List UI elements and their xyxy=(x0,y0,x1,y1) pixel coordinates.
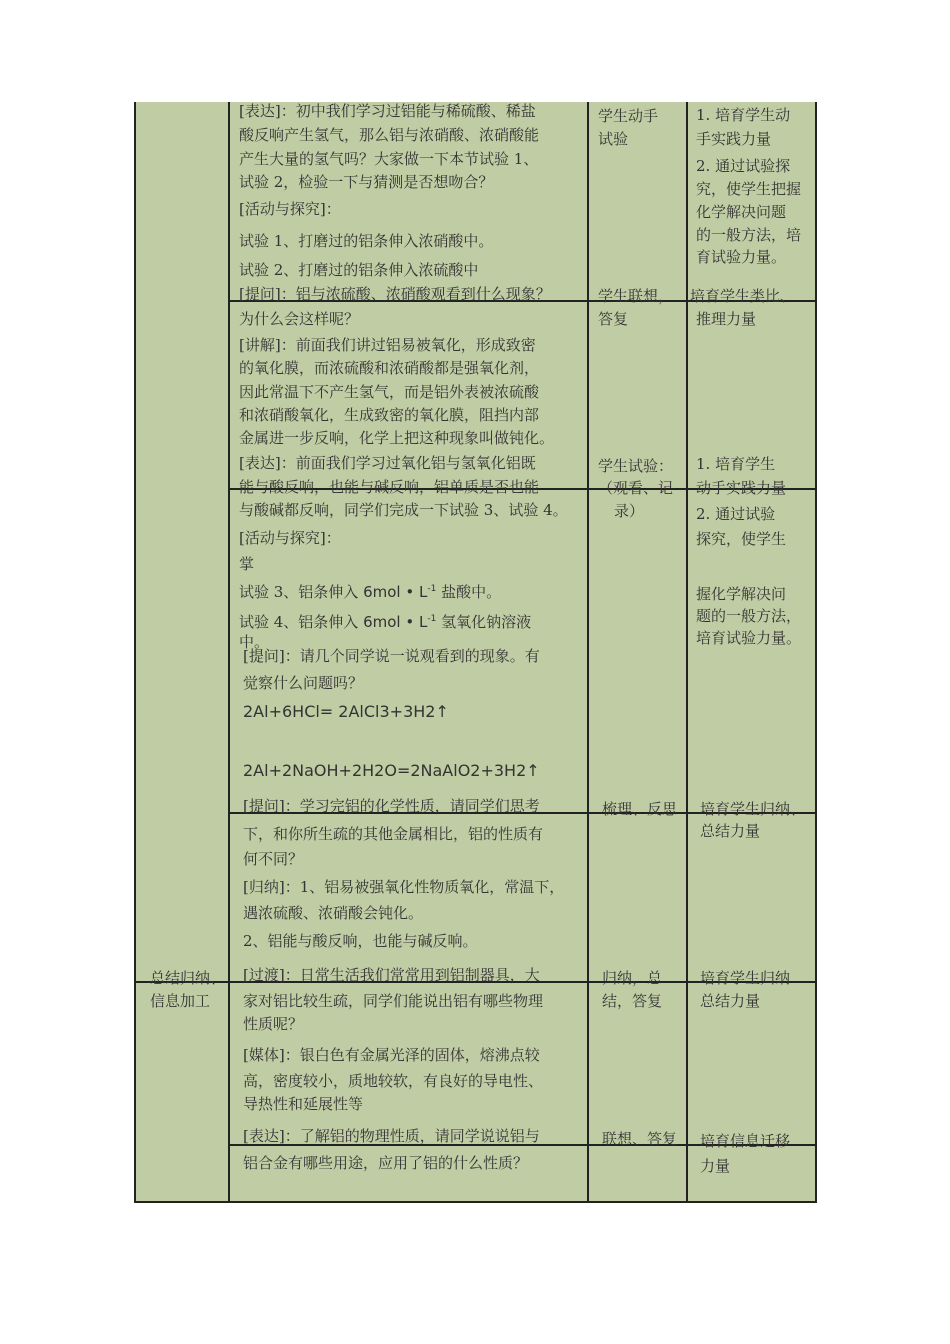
design-intent-line: 题的一般方法， xyxy=(696,607,802,625)
content-line: 2、铝能与酸反响，也能与碱反响。 xyxy=(243,932,478,950)
column-divider-1 xyxy=(228,102,230,1203)
student-activity-line: 归纳，总 xyxy=(602,969,663,987)
table-border-right xyxy=(815,102,817,1203)
content-line: 试验 1、打磨过的铝条伸入浓硝酸中。 xyxy=(239,232,494,250)
design-intent-line: 2. 通过试验 xyxy=(696,505,776,523)
content-line: 和浓硝酸氧化，生成致密的氧化膜，阻挡内部 xyxy=(239,406,540,424)
design-intent-line: 1. 培育学生动 xyxy=(696,106,791,124)
content-line: 试验 2，检验一下与猜测是否想吻合？ xyxy=(239,173,494,191)
design-intent-line: 究，使学生把握 xyxy=(696,180,802,198)
table-border-left xyxy=(134,102,136,1203)
student-activity-line: 答复 xyxy=(598,310,629,328)
content-line: [提问]：铝与浓硫酸、浓硝酸观看到什么现象？ xyxy=(239,285,551,303)
content-line: 因此常温下不产生氢气，而是铝外表被浓硫酸 xyxy=(239,383,540,401)
content-line: 试验 2、打磨过的铝条伸入浓硫酸中 xyxy=(239,261,479,279)
content-line: 觉察什么问题吗？ xyxy=(243,674,364,692)
student-activity-line: 学生联想， xyxy=(598,287,674,305)
design-intent-line: 培育信息迁移 xyxy=(700,1132,791,1150)
content-line: [提问]：请几个同学说一说观看到的现象。有 xyxy=(243,647,540,665)
content-line: 性质呢？ xyxy=(243,1015,304,1033)
content-line: 产生大量的氢气吗？大家做一下本节试验 1、 xyxy=(239,150,539,168)
content-line: 何不同？ xyxy=(243,850,304,868)
stage-label-line-1: 总结归纳、 xyxy=(150,969,226,987)
experiment-3-line xyxy=(239,581,501,603)
content-line: 下，和你所生疏的其他金属相比，铝的性质有 xyxy=(243,825,544,843)
student-activity-line: 梳理、反思 xyxy=(602,800,678,818)
content-line: 铝合金有哪些用途，应用了铝的什么性质？ xyxy=(243,1154,529,1172)
content-line: [表达]：初中我们学习过铝能与稀硫酸、稀盐 xyxy=(239,102,536,120)
content-line: [过渡]：日常生活我们常常用到铝制器具，大 xyxy=(243,966,540,984)
design-intent-line: 培育学生类比、 xyxy=(690,287,796,305)
student-activity-line: 学生试验： xyxy=(598,457,674,475)
design-intent-line: 握化学解决问 xyxy=(696,585,787,603)
design-intent-line: 2. 通过试验探 xyxy=(696,157,791,175)
content-line: 导热性和延展性等 xyxy=(243,1095,364,1113)
experiment-3-reagent: 盐酸中。 xyxy=(436,583,502,601)
content-line: 遇浓硫酸、浓硝酸会钝化。 xyxy=(243,904,424,922)
content-line: 家对铝比较生疏，同学们能说出铝有哪些物理 xyxy=(243,992,544,1010)
design-intent-line: 化学解决问题 xyxy=(696,203,787,221)
design-intent-line: 培育试验力量。 xyxy=(696,629,802,647)
design-intent-line: 推理力量 xyxy=(696,310,757,328)
design-intent-line: 培育学生归纳 xyxy=(700,969,791,987)
design-intent-line: 培育学生归纳、 xyxy=(700,800,806,818)
content-line: 中。 xyxy=(239,633,270,651)
content-line: [表达]：了解铝的物理性质，请同学说说铝与 xyxy=(243,1127,540,1145)
experiment-4-exponent: -1 xyxy=(427,614,437,624)
equation-al-naoh: 2Al+2NaOH+2H2O=2NaAlO2+3H2↑ xyxy=(243,761,540,780)
content-line: 与酸碱都反响，同学们完成一下试验 3、试验 4。 xyxy=(239,501,568,519)
student-activity-line: 学生动手 xyxy=(598,107,659,125)
content-line: [归纳]：1、铝易被强氧化性物质氧化，常温下， xyxy=(243,878,565,896)
student-activity-line: 录） xyxy=(614,502,645,520)
column-divider-3 xyxy=(686,102,688,1203)
content-line: [提问]：学习完铝的化学性质，请同学们思考 xyxy=(243,797,540,815)
equation-al-hcl: 2Al+6HCl= 2AlCl3+3H2↑ xyxy=(243,702,449,721)
content-line: [讲解]：前面我们讲过铝易被氧化，形成致密 xyxy=(239,336,536,354)
design-intent-line: 探究，使学生 xyxy=(696,530,787,548)
content-line: [表达]：前面我们学习过氧化铝与氢氧化铝既 xyxy=(239,454,536,472)
design-intent-line: 手实践力量 xyxy=(696,130,772,148)
content-line: [活动与探究]： xyxy=(239,200,341,218)
content-line: 高，密度较小，质地较软，有良好的导电性、 xyxy=(243,1072,544,1090)
content-line: [媒体]：银白色有金属光泽的固体，熔沸点较 xyxy=(243,1046,540,1064)
experiment-4-line xyxy=(239,611,531,633)
experiment-4-text: 试验 4、铝条伸入 xyxy=(239,613,364,631)
content-line: 掌 xyxy=(239,555,255,573)
experiment-4-concentration: 6mol • L xyxy=(363,613,428,631)
content-line: 为什么会这样呢？ xyxy=(239,310,360,328)
design-intent-line: 1. 培育学生 xyxy=(696,455,776,473)
content-line: 的氧化膜，而浓硫酸和浓硝酸都是强氧化剂， xyxy=(239,359,540,377)
design-intent-line: 力量 xyxy=(700,1157,731,1175)
table-border-bottom xyxy=(134,1201,817,1203)
design-intent-line: 总结力量 xyxy=(700,992,761,1010)
experiment-3-exponent: -1 xyxy=(427,584,437,594)
content-line: 金属进一步反响，化学上把这种现象叫做钝化。 xyxy=(239,429,555,447)
content-line: 能与酸反响，也能与碱反响，铝单质是否也能 xyxy=(239,478,540,496)
design-intent-line: 的一般方法，培 xyxy=(696,226,802,244)
experiment-4-reagent: 氢氧化钠溶液 xyxy=(436,613,532,631)
experiment-3-concentration: 6mol • L xyxy=(363,583,428,601)
column-divider-2 xyxy=(587,102,589,1203)
student-activity-line: 联想、答复 xyxy=(602,1130,678,1148)
student-activity-line: 试验 xyxy=(598,130,629,148)
content-line: [活动与探究]： xyxy=(239,529,341,547)
stage-label-line-2: 信息加工 xyxy=(150,992,211,1010)
design-intent-line: 动手实践力量 xyxy=(696,479,787,497)
experiment-3-text: 试验 3、铝条伸入 xyxy=(239,583,364,601)
student-activity-line: （观看、记 xyxy=(598,479,674,497)
student-activity-line: 结，答复 xyxy=(602,992,663,1010)
design-intent-line: 育试验力量。 xyxy=(696,248,787,266)
design-intent-line: 总结力量 xyxy=(700,822,761,840)
content-line: 酸反响产生氢气，那么铝与浓硝酸、浓硝酸能 xyxy=(239,126,540,144)
